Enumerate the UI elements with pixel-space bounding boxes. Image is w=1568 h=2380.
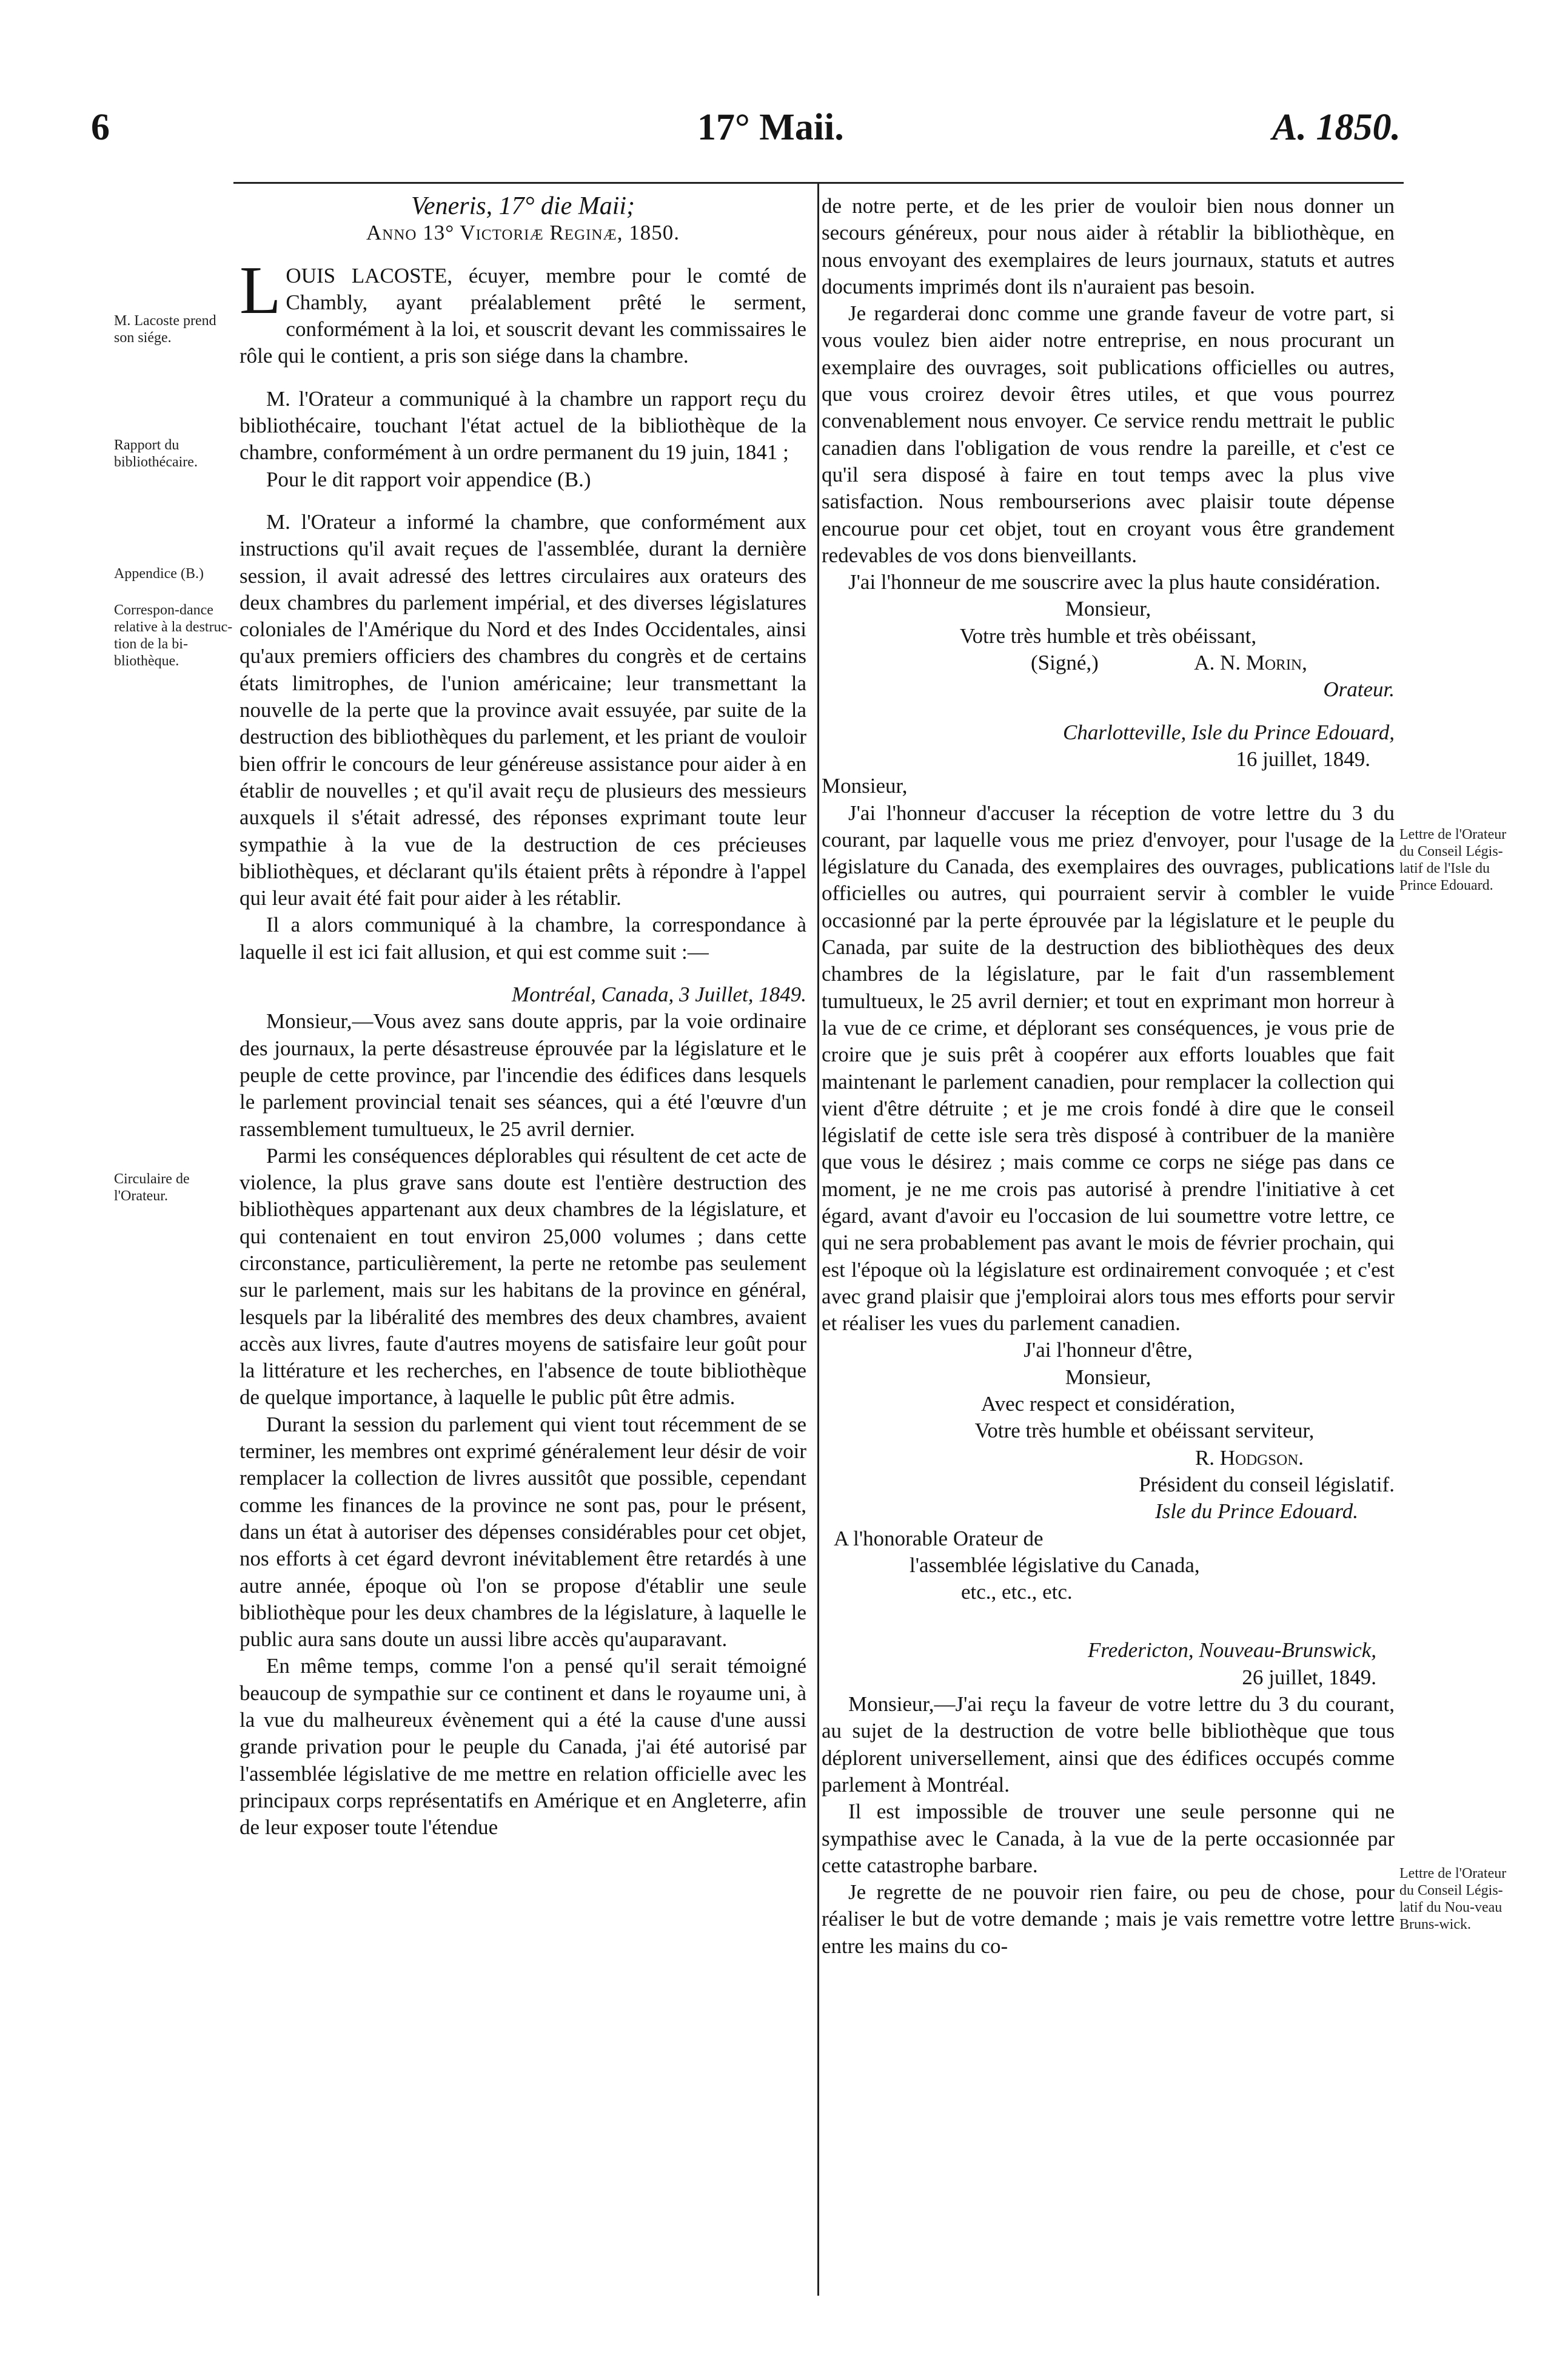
letter2-salutation: Monsieur, [822,774,908,798]
letter1-paragraph-4: En même temps, comme l'on a pensé qu'il serait témoigné beaucoup de sympathie sur ce continent et dans le royaume uni, à la vue du malheureux évènement qui a été la cause d'une aussi grande privation pour le peuple du Canada, j'ai été autorisé par l'assemblée législative de me mettre en relation officielle avec les principaux corps représentatifs en Amérique et en Angleterre, afin de leur exposer toute l'étendue [240,1654,806,1840]
letter2-title-1: Président du conseil législatif. [1139,1472,1395,1496]
letter2-signer: R. Hodgson. [1194,1445,1304,1470]
column-divider [817,182,819,2296]
letter2-date: 16 juillet, 1849. [1236,747,1370,771]
letter2-address-3: etc., etc., etc. [961,1580,1073,1604]
letter3-paragraph-1: Monsieur,—J'ai reçu la faveur de votre lettre du 3 du courant, au sujet de la destruction de votre belle bibliothèque que tous déplorent universellement, ainsi que des édifices occupés comme parlement à Montréal. [822,1692,1395,1797]
header-date: 17° Maii. [697,107,844,148]
margin-note-lacoste: M. Lacoste prend son siége. [114,313,216,346]
letter1-signed: (Signé,) [1031,651,1099,675]
letter1-paragraph-5: Je regarderai donc comme une grande faveur de votre part, si vous voulez bien aider notre entreprise, en nous procurant un exemplaire des ouvrages, soit publications officielles ou autres, que vous croirez devoir êtres utiles, et que vous pourrez convenablement nous envoyer. Ce service rendu mettrait le public canadien dans l'obligation de vous rendre la pareille, et c'est ce qu'il sera disposé à faire en tout temps avec la plus vive satisfaction. Nous rembourserions avec plaisir toute dépense encourue pour cet objet, tout en croyant vous être grandement redevables de vos dons bienveillants. [822,301,1395,567]
letter1-signature-line [822,650,1395,676]
margin-note-rapport: Rapport du bibliothécaire. [114,437,198,470]
paragraph-lacoste: LOUIS LACOSTE, écuyer, membre pour le comté de Chambly, ayant préalablement prêté le serment, conformément à la loi, et souscrit devant les commissaires le rôle qui le contient, a pris son siége dans la chambre. [240,252,806,368]
letter1-role: Orateur. [1323,677,1395,702]
letter3-paragraph-2: Il est impossible de trouver une seule personne qui ne sympathise avec le Canada, à la vue de la perte occasionnée par cette catastrophe barbare. [822,1800,1395,1877]
paragraph-rapport: M. l'Orateur a communiqué à la chambre un rapport reçu du bibliothécaire, touchant l'état actuel de la bibliothèque de la chambre, conformément à un ordre permanent du 19 juin, 1841 ; [240,386,806,465]
margin-note-lettre-pei: Lettre de l'Orateur du Conseil Légis-latif de l'Isle du Prince Edouard. [1399,827,1507,893]
header-year: A. 1850. [1272,107,1401,148]
letter2-paragraph-1: J'ai l'honneur d'accuser la réception de votre lettre du 3 du courant, par laquelle vous me priez d'envoyer, pour l'usage de la législature du Canada, des exemplaires des ouvrages, publications officielles ou autres, qui pourraient servir à combler le vuide occasionné par la perte éprouvée par la législature et le peuple du Canada, par suite de la destruction des bibliothèques des deux chambres de la législature, par le fait d'un rassemblement tumultueux, le 25 avril dernier; et tout en exprimant mon horreur à la vue de ce crime, et déplorant ses conséquences, je vous prie de croire que je suis prêt à coopérer aux efforts louables que fait maintenant le parlement canadien, pour remplacer la collection qui vient d'être détruite ; et je me crois fondé à dire que le conseil législatif de cette isle sera très disposé à contribuer de la manière que vous le désirez ; mais comme ce corps ne siége pas dans ce moment, je ne me crois pas autorisé à prendre l'initiative à cet égard, avant d'avoir eu l'occasion de lui soumettre votre lettre, ce qui ne sera probablement pas avant le mois de février prochain, qui est l'époque où la législature est ordinairement convoquée ; et c'est avec grand plaisir que j'emploirai alors tous mes efforts pour servir et réaliser les vues du parlement canadien. [822,801,1395,1336]
paragraph-communique: Il a alors communiqué à la chambre, la correspondance à laquelle il est ici fait allusion, et qui est comme suit :— [240,913,806,964]
margin-note-appendice: Appendice (B.) [114,566,204,582]
left-column [240,193,806,1841]
letter3-paragraph-3: Je regrette de ne pouvoir rien faire, ou peu de chose, pour réaliser le but de votre demande ; mais je vais remettre votre lettre entre les mains du co- [822,1880,1395,1958]
margin-note-circulaire: Circulaire de l'Orateur. [114,1171,190,1204]
margin-note-correspondance: Correspon-dance relative à la destruc-tion de la bi-bliothèque. [114,602,233,669]
right-column [822,193,1395,1960]
paragraph-appendice: Pour le dit rapport voir appendice (B.) [266,467,591,491]
drop-cap: L [240,252,281,328]
margin-note-lettre-nb: Lettre de l'Orateur du Conseil Légis-latif du Nou-veau Bruns-wick. [1399,1866,1507,1932]
letter1-paragraph-6: J'ai l'honneur de me souscrire avec la plus haute considération. [848,570,1381,594]
letter2-closing-2: Monsieur, [1065,1365,1151,1389]
letter1-closing-2: Votre très humble et très obéissant, [959,624,1257,648]
letter2-address-2: l'assemblée législative du Canada, [910,1553,1200,1577]
letter2-place: Charlotteville, Isle du Prince Edouard, [1063,720,1395,744]
letter3-place: Fredericton, Nouveau-Brunswick, [1088,1638,1376,1662]
letter2-address-1: A l'honorable Orateur de [834,1526,1044,1550]
letter1-paragraph-2: Parmi les conséquences déplorables qui résultent de cet acte de violence, la plus grave sans doute est l'entière destruction des bibliothèques appartenant aux deux chambres de la législature, et qui contenaient en tout environ 25,000 volumes ; dans cette circonstance, particulièrement, la perte ne retombe pas seulement sur le parlement, mais sur les habitans de la province en général, lesquels par la libéralité des membres des deux chambres, avaient accès aux livres, faute d'autres moyens de satisfaire leur goût pour la littérature et les recherches, en l'absence de toute bibliothèque de quelque importance, à laquelle le public pût être admis. [240,1143,806,1410]
letter1-paragraph-1: Monsieur,—Vous avez sans doute appris, par la voie ordinaire des journaux, la perte désastreuse éprouvée par la législature et le peuple de cette province, par l'incendie des édifices dans lesquels le parlement provincial tenait ses séances, qui a été l'œuvre d'un rassemblement tumultueux, le 25 avril dernier. [240,1009,806,1141]
letter1-signer: A. N. Morin, [1194,651,1307,675]
letter1-closing-1: Monsieur, [1065,597,1151,621]
letter2-closing-4: Votre très humble et obéissant serviteur, [974,1419,1315,1443]
letter2-closing-3: Avec respect et considération, [980,1392,1236,1416]
page-number: 6 [91,107,110,148]
letter1-paragraph-4-continued: de notre perte, et de les prier de vouloir bien nous donner un secours généreux, pour nous aider à rétablir la bibliothèque, en nous envoyant des exemplaires de leurs journaux, statuts et autres documents imprimés dont ils n'auraient pas besoin. [822,194,1395,298]
letter1-paragraph-3: Durant la session du parlement qui vient tout récemment de se terminer, les membres ont exprimé généralement leur désir de voir remplacer la collection de livres aussitôt que possible, cependant comme les finances de la province ne sont pas, pour le présent, dans un état à autoriser des dépenses considérables pour cet objet, nos efforts à cet égard devront inévitablement être retardés à une autre année, époque où l'on se propose d'établir une seule bibliothèque pour les deux chambres de la législature, à laquelle le public aura sans doute un aussi libre accès qu'auparavant. [240,1412,806,1652]
letter3-date: 26 juillet, 1849. [1242,1665,1376,1689]
letter1-dateline: Montréal, Canada, 3 Juillet, 1849. [511,983,806,1007]
paragraph-correspondance: M. l'Orateur a informé la chambre, que conformément aux instructions qu'il avait reçues de l'assemblée, durant la dernière session, il avait adressé des lettres circulaires aux orateurs des deux chambres du parlement impérial, et des diverses législatures coloniales de l'Amérique du Nord et des Indes Occidentales, ainsi qu'aux premiers officiers des chambres du congrès et de certains états limitrophes, de l'union américaine; leur transmettant la nouvelle de la perte que la province avait essuyée, par suite de la destruction des bibliothèques du parlement, et les priant de vouloir bien offrir le concours de leur généreuse assistance pour aider à en établir de nouvelles ; et qu'il avait reçu de plusieurs des messieurs auxquels il s'était adressé, des réponses exprimant toute leur sympathie à la vue de la destruction de ces précieuses bibliothèques, et déclarant qu'ils étaient prêts à répondre à l'appel qui leur avait été fait pour aider à les rétablir. [240,509,806,910]
session-title: Veneris, 17° die Maii; [410,192,635,220]
letter2-closing-1: J'ai l'honneur d'être, [1024,1338,1193,1362]
page-header [91,106,1401,164]
session-anno: Anno 13° Victoriæ Reginæ, 1850. [366,221,680,245]
letter2-title-2: Isle du Prince Edouard. [1154,1499,1358,1524]
